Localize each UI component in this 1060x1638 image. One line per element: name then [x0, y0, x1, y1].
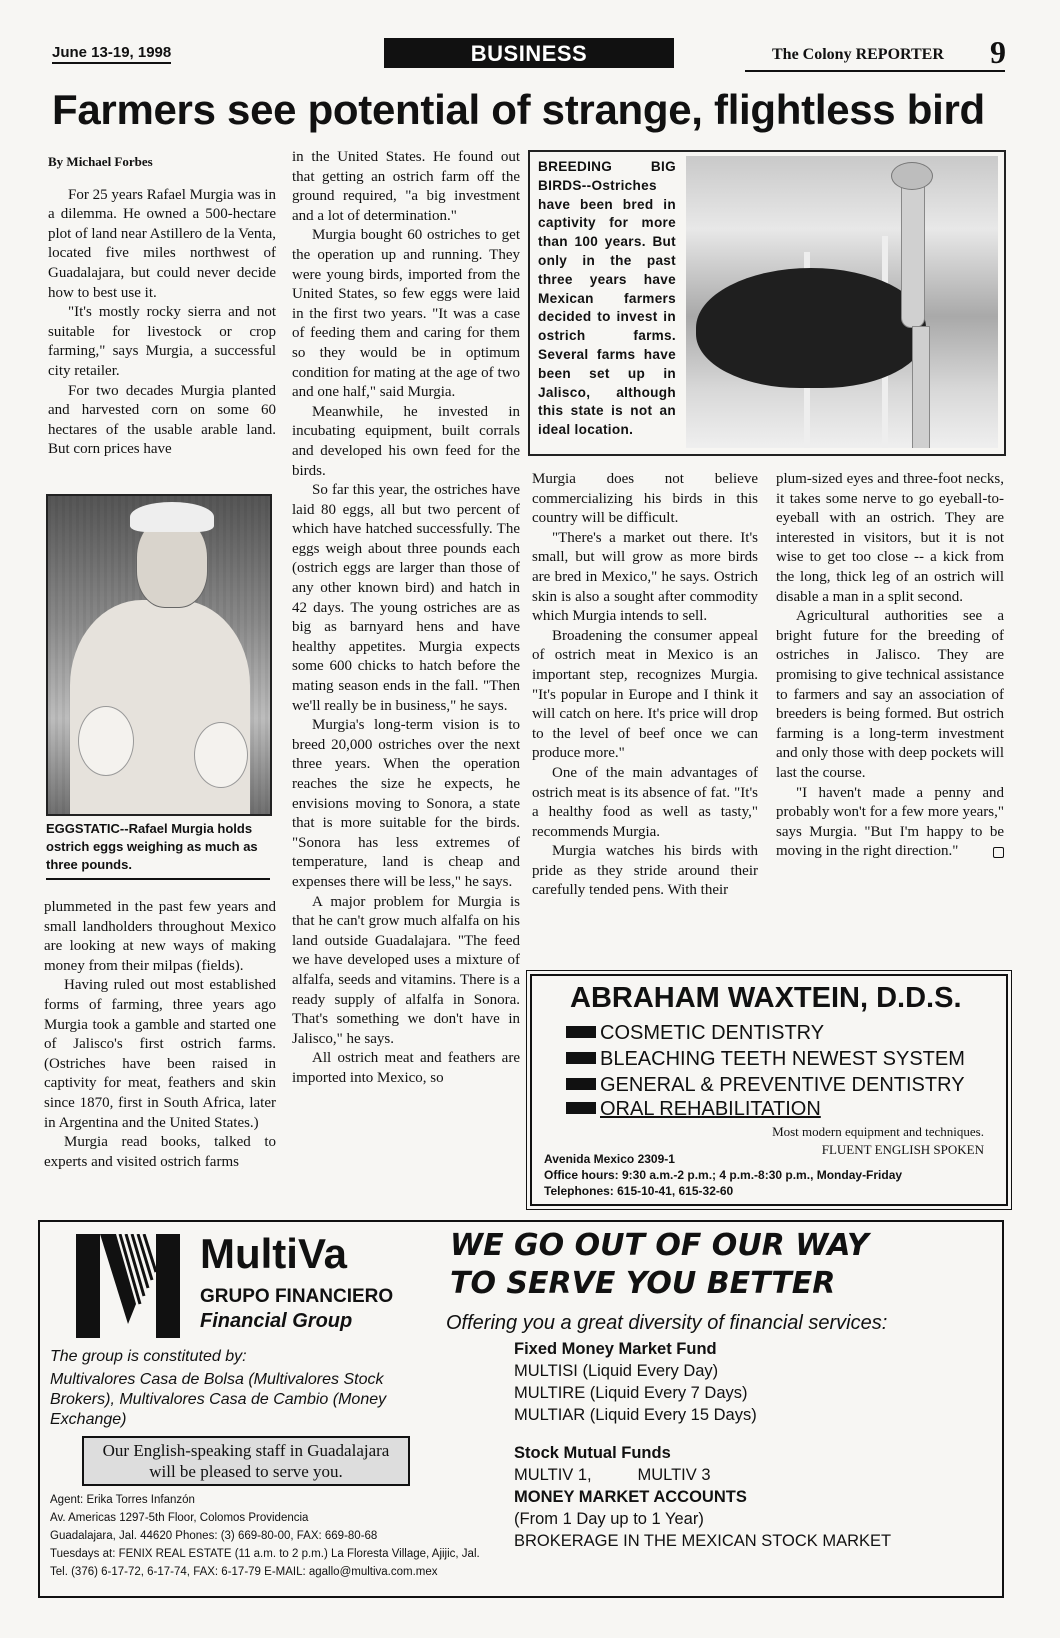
money-market-title: MONEY MARKET ACCOUNTS — [514, 1488, 747, 1506]
service-item — [566, 1098, 821, 1121]
headline: Farmers see potential of strange, flightless bird — [52, 86, 985, 133]
issue-date: June 13-19, 1998 — [52, 44, 171, 64]
fund-item: MULTIAR (Liquid Every 15 Days) — [514, 1406, 757, 1424]
slogan-line-2: TO SERVE YOU BETTER — [450, 1266, 836, 1301]
financial-group: Financial Group — [200, 1310, 353, 1332]
bullet-icon — [566, 1052, 596, 1064]
section-banner: BUSINESS — [384, 38, 674, 68]
paragraph — [776, 784, 1004, 862]
equipment-note: Most modern equipment and techniques. — [772, 1124, 984, 1139]
ostrich-photo — [686, 156, 998, 448]
article-column-1-bottom — [44, 898, 276, 1172]
dentist-phones: Telephones: 615-10-41, 615-32-60 — [544, 1184, 734, 1198]
multiva-logo-icon — [76, 1234, 180, 1338]
photo-hair — [130, 502, 214, 532]
ostrich-body — [696, 268, 926, 388]
service-item — [566, 1022, 824, 1045]
paragraph: "There's a market out there. It's small, but will grow as more birds are bred in Mexico," he says. Ostrich skin is also a sought after commodity which Murgia intends to sell. — [532, 529, 758, 625]
article-column-3 — [532, 470, 758, 901]
ostrich-neck — [901, 176, 925, 328]
group-companies: Multivalores Casa de Bolsa (Multivalores Stock Brokers), Multivalores Casa de Cambio (Money Exchange) — [50, 1371, 387, 1428]
constituted-label: The group is constituted by: — [50, 1348, 247, 1365]
paragraph: Having ruled out most established forms of farming, three years ago Murgia took a gamble and started one of Jalisco's first ostrich farms. (Ostriches have been raised in captivity for meat, feathers and skin since 1870, first in South Africa, later in Argentina and the United States.) — [44, 977, 276, 1131]
office-phones: Guadalajara, Jal. 44620 Phones: (3) 669-80-00, FAX: 669-80-68 — [50, 1530, 378, 1542]
paragraph: Meanwhile, he invested in incubating equipment, built corrals and developed his own feed for the birds. — [292, 403, 520, 479]
header-rule — [745, 70, 1005, 72]
service-label: ORAL REHABILITATION — [600, 1098, 821, 1120]
dentist-address: Avenida Mexico 2309-1 — [544, 1152, 675, 1166]
agent-name: Agent: Erika Torres Infanzón — [50, 1494, 195, 1506]
paragraph: Murgia bought 60 ostriches to get the operation up and running. They were young birds, imported from the United States, so few eggs were laid in the first two years. "It was a case of feeding them and caring for them so they would be in optimum condition for mating at the age of two and one half," said Murgia. — [292, 227, 520, 401]
stock-fund-title: Stock Mutual Funds — [514, 1444, 671, 1462]
slogan-line-1: WE GO OUT OF OUR WAY — [450, 1228, 869, 1263]
paragraph: "It's mostly rocky sierra and not suitable for livestock or crop farming," says Murgia, a successful city retailer. — [48, 304, 276, 379]
money-market-term: (From 1 Day up to 1 Year) — [514, 1510, 704, 1528]
paragraph: plummeted in the past few years and small landholders throughout Mexico are looking at new ways of making money from their milpas (fields). — [44, 899, 276, 974]
staff-notice: Our English-speaking staff in Guadalajara will be pleased to serve you. — [82, 1436, 410, 1486]
paragraph: Agricultural authorities see a bright future for the breeding of ostriches in Jalisco. They are promising to give technical assistance to farmers and say an association of breeders is being formed. But ostrich farming is a long-term investment and only those with deep pockets will last the course. — [776, 608, 1004, 781]
paragraph: All ostrich meat and feathers are imported into Mexico, so — [292, 1050, 520, 1086]
service-item — [566, 1074, 965, 1097]
paragraph: So far this year, the ostriches have laid 80 eggs, all but two percent of which have hatched successfully. The eggs weigh about three pounds each (ostrich eggs are larger than those of any other known bird) and hatch in 42 days. The young ostriches are as big as barnyard hens and have healthy appetites. Murgia expects some 600 chicks to hatch before the mating season ends in the fall. "Then we'll really be in business," he says. — [292, 482, 520, 714]
newspaper-name: The Colony REPORTER — [772, 46, 944, 63]
farmer-photo — [46, 494, 272, 816]
paragraph: Murgia's long-term vision is to breed 20,000 ostriches over the next three years. When the operation reaches the size he expects, he envisions moving to Sonora, a state that is more suitable for the birds. "Sonora has less extremes of temperature, land is cheap and expenses there will be less," he says. — [292, 717, 520, 890]
service-label: COSMETIC DENTISTRY — [600, 1022, 825, 1044]
bullet-icon — [566, 1026, 596, 1038]
paragraph: For 25 years Rafael Murgia was in a dilemma. He owned a 500-hectare plot of land near Astillero de la Venta, located five miles northwest of Guadalajara, but could never decide how to best use it. — [48, 186, 277, 301]
office-hours: Office hours: 9:30 a.m.-2 p.m.; 4 p.m.-8:30 p.m., Monday-Friday — [544, 1168, 903, 1182]
brokerage-line: BROKERAGE IN THE MEXICAN STOCK MARKET — [514, 1532, 892, 1550]
bullet-icon — [566, 1078, 596, 1090]
article-column-1-top — [48, 152, 276, 460]
paragraph: For two decades Murgia planted and harvested corn on some 60 hectares of the usable arable land. But corn prices have — [48, 382, 276, 458]
photo-caption-eggstatic: EGGSTATIC--Rafael Murgia holds ostrich eggs weighing as much as three pounds. — [46, 820, 270, 880]
paragraph: Murgia watches his birds with pride as they stride around their carefully tended pens. With their — [532, 843, 758, 899]
paragraph: Broadening the consumer appeal of ostrich meat in Mexico is an important step, recognizes Murgia. "It's popular in Europe and I think it will catch on here. It's price will drop to the level of beef once we can produce more." — [532, 627, 758, 762]
fund-item: MULTISI (Liquid Every Day) — [514, 1362, 719, 1380]
multiva-advertisement — [38, 1220, 1004, 1598]
paragraph: plum-sized eyes and three-foot necks, it takes some nerve to go eyeball-to-eyeball with an ostrich. They are interested in visitors, but it is not wise to get too close -- a kick from the long, thick leg of an ostrich will disable a man in a split second. — [776, 471, 1004, 605]
paragraph-text: "I haven't made a penny and probably won't for a few more years," says Murgia. "But I'm happy to be moving in the right direction." — [776, 784, 1004, 860]
ostrich-leg — [912, 326, 930, 448]
article-column-2 — [292, 148, 520, 1089]
office-address: Av. Americas 1297-5th Floor, Colomos Providencia — [50, 1512, 309, 1524]
dentist-advertisement — [530, 974, 1008, 1206]
offering-text: Offering you a great diversity of financial services: — [446, 1312, 888, 1334]
fund-item: MULTIRE (Liquid Every 7 Days) — [514, 1384, 748, 1402]
service-label: GENERAL & PREVENTIVE DENTISTRY — [600, 1074, 965, 1096]
ostrich-head — [891, 162, 933, 190]
paragraph: A major problem for Murgia is that he can't grow much alfalfa on his land outside Guadalajara. "The feed we have developed uses a mixture of alfalfa, seeds and vitamins. There is a ready supply of alfalfa in Sonora. That's something we don't have in Jalisco," he says. — [292, 893, 520, 1047]
photo-caption-breeding: BREEDING BIG BIRDS--Ostriches have been bred in captivity for more than 100 years. But only in the past three years have Mexican farmers decided to invest in ostrich farms. Several farms have been set up in Jalisco, although this state is not an ideal location. — [538, 159, 676, 438]
paragraph: Murgia read books, talked to experts and visited ostrich farms — [44, 1134, 276, 1170]
bullet-icon — [566, 1102, 596, 1114]
ostrich-photo-box — [528, 150, 1006, 456]
contact-line: Tel. (376) 6-17-72, 6-17-74, FAX: 6-17-79 E-MAIL: agallo@multiva.com.mex — [50, 1566, 438, 1578]
grupo-financiero: GRUPO FINANCIERO — [200, 1286, 394, 1307]
service-item — [566, 1048, 965, 1071]
paragraph: One of the main advantages of ostrich meat is its absence of fat. "It's a healthy food as well as tasty," recommends Murgia. — [532, 764, 758, 840]
english-note: FLUENT ENGLISH SPOKEN — [821, 1142, 984, 1157]
end-mark-icon — [993, 847, 1004, 858]
paragraph: in the United States. He found out that getting an ostrich farm off the ground required, "a big investment and a lot of determination." — [292, 149, 520, 224]
dentist-name: ABRAHAM WAXTEIN, D.D.S. — [570, 982, 962, 1014]
tuesday-office: Tuesdays at: FENIX REAL ESTATE (11 a.m. to 2 p.m.) La Floresta Village, Ajijic, Jal. — [50, 1548, 480, 1560]
service-label: BLEACHING TEETH NEWEST SYSTEM — [600, 1048, 965, 1070]
multiva-name: MultiVa — [200, 1230, 348, 1277]
ostrich-egg — [78, 706, 134, 776]
stock-fund-items: MULTIV 1, MULTIV 3 — [514, 1466, 711, 1484]
byline: By Michael Forbes — [48, 154, 153, 169]
page-number: 9 — [990, 34, 1006, 70]
article-column-4 — [776, 470, 1004, 862]
ostrich-egg — [194, 722, 248, 788]
paragraph: Murgia does not believe commercializing his birds in this country will be difficult. — [532, 471, 758, 527]
fixed-fund-title: Fixed Money Market Fund — [514, 1340, 717, 1358]
